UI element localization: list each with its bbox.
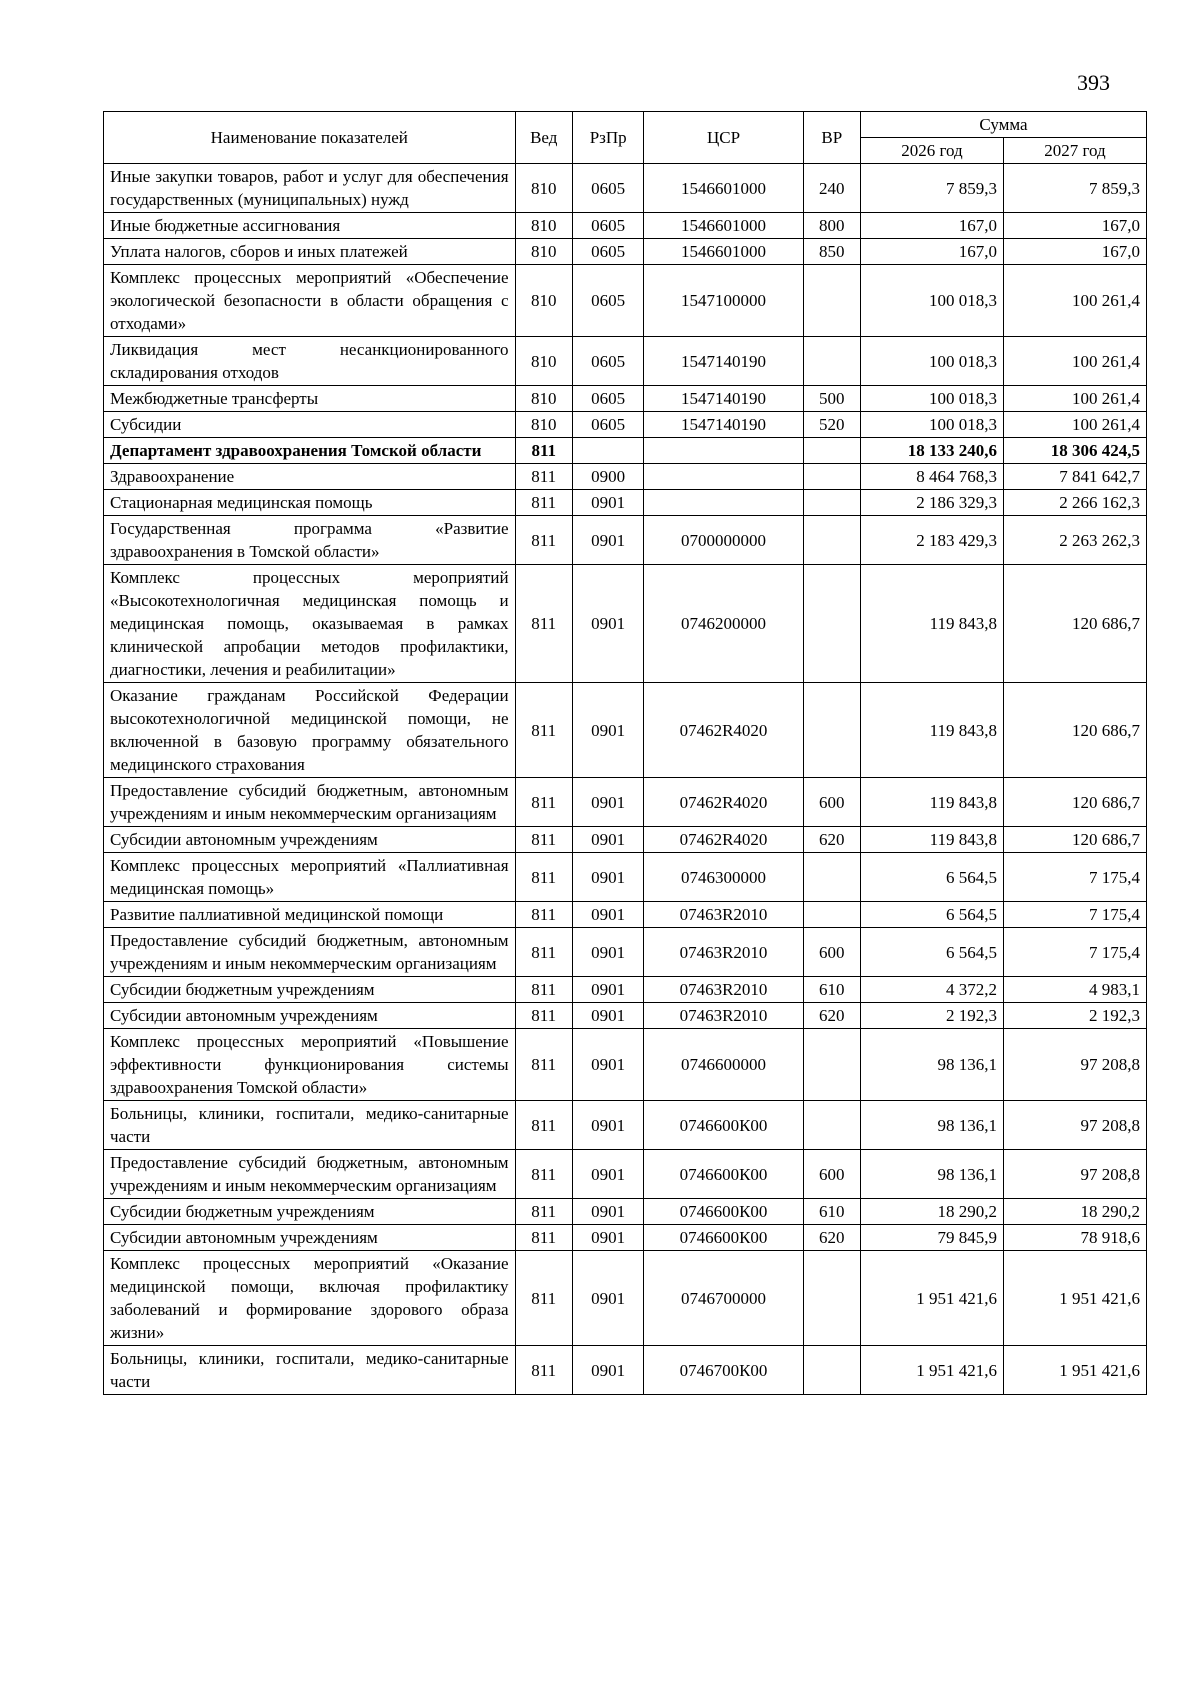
cell-name: Государственная программа «Развитие здравоохранения в Томской области» [104,516,516,565]
cell-rzpr: 0901 [572,516,643,565]
cell-ved: 811 [515,827,572,853]
cell-name: Ликвидация мест несанкционированного складирования отходов [104,337,516,386]
cell-rzpr: 0901 [572,1029,643,1101]
table-row [104,853,1147,902]
header-ved: Вед [515,112,572,164]
header-sum: Сумма [861,112,1147,138]
cell-csr: 07463R2010 [644,977,803,1003]
cell-vr: 610 [803,977,860,1003]
cell-vr: 520 [803,412,860,438]
cell-rzpr: 0605 [572,239,643,265]
cell-amount-2026: 98 136,1 [861,1150,1004,1199]
cell-amount-2027: 100 261,4 [1003,386,1146,412]
cell-name: Иные закупки товаров, работ и услуг для обеспечения государственных (муниципальных) нужд [104,164,516,213]
cell-ved: 811 [515,1150,572,1199]
cell-amount-2026: 167,0 [861,213,1004,239]
cell-name: Комплекс процессных мероприятий «Оказание медицинской помощи, включая профилактику заболеваний и формирование здорового образа жизни» [104,1251,516,1346]
cell-name: Оказание гражданам Российской Федерации высокотехнологичной медицинской помощи, не включенной в базовую программу обязательного медицинского страхования [104,683,516,778]
cell-rzpr: 0901 [572,1199,643,1225]
cell-amount-2026: 100 018,3 [861,412,1004,438]
cell-vr [803,853,860,902]
cell-ved: 811 [515,1029,572,1101]
cell-ved: 811 [515,1251,572,1346]
cell-amount-2027: 167,0 [1003,239,1146,265]
cell-csr: 07463R2010 [644,928,803,977]
page-number: 393 [1077,70,1110,95]
cell-csr: 07462R4020 [644,827,803,853]
cell-csr: 1547140190 [644,386,803,412]
cell-csr: 07462R4020 [644,778,803,827]
cell-amount-2026: 167,0 [861,239,1004,265]
cell-csr: 07462R4020 [644,683,803,778]
cell-ved: 811 [515,1346,572,1395]
header-name: Наименование показателей [104,112,516,164]
cell-amount-2027: 7 859,3 [1003,164,1146,213]
cell-name: Комплекс процессных мероприятий «Высокотехнологичная медицинская помощь и медицинская помощь, оказываемая в рамках клинической апробации методов профилактики, диагностики, лечения и реабилитации» [104,565,516,683]
cell-name: Предоставление субсидий бюджетным, автономным учреждениям и иным некоммерческим организациям [104,928,516,977]
table-row [104,490,1147,516]
cell-amount-2027: 1 951 421,6 [1003,1251,1146,1346]
cell-rzpr: 0901 [572,1150,643,1199]
cell-csr: 1547140190 [644,412,803,438]
cell-ved: 811 [515,853,572,902]
cell-vr [803,1251,860,1346]
cell-vr: 500 [803,386,860,412]
cell-name: Субсидии автономным учреждениям [104,1003,516,1029]
cell-amount-2026: 2 186 329,3 [861,490,1004,516]
cell-rzpr: 0901 [572,902,643,928]
cell-ved: 811 [515,902,572,928]
cell-ved: 811 [515,683,572,778]
table-row [104,1150,1147,1199]
table-row [104,1225,1147,1251]
cell-ved: 810 [515,239,572,265]
cell-vr: 620 [803,1225,860,1251]
cell-ved: 811 [515,516,572,565]
table-row [104,1346,1147,1395]
cell-amount-2026: 119 843,8 [861,565,1004,683]
cell-csr: 07463R2010 [644,1003,803,1029]
cell-csr [644,438,803,464]
table-row [104,386,1147,412]
cell-rzpr: 0901 [572,1003,643,1029]
cell-csr [644,464,803,490]
cell-csr: 1546601000 [644,239,803,265]
cell-name: Субсидии автономным учреждениям [104,827,516,853]
cell-rzpr: 0605 [572,213,643,239]
cell-amount-2026: 7 859,3 [861,164,1004,213]
table-row [104,1251,1147,1346]
cell-name: Больницы, клиники, госпитали, медико-санитарные части [104,1346,516,1395]
cell-amount-2027: 7 841 642,7 [1003,464,1146,490]
cell-ved: 811 [515,1199,572,1225]
cell-rzpr: 0900 [572,464,643,490]
cell-vr [803,438,860,464]
cell-amount-2027: 97 208,8 [1003,1029,1146,1101]
cell-amount-2026: 119 843,8 [861,827,1004,853]
table-header [104,112,1147,164]
cell-amount-2026: 100 018,3 [861,337,1004,386]
cell-amount-2026: 8 464 768,3 [861,464,1004,490]
cell-name: Стационарная медицинская помощь [104,490,516,516]
cell-vr [803,565,860,683]
table-row [104,412,1147,438]
table-row [104,1101,1147,1150]
cell-amount-2027: 120 686,7 [1003,565,1146,683]
cell-amount-2027: 7 175,4 [1003,853,1146,902]
table-row [104,928,1147,977]
cell-amount-2027: 1 951 421,6 [1003,1346,1146,1395]
cell-vr: 600 [803,778,860,827]
cell-amount-2027: 120 686,7 [1003,778,1146,827]
cell-amount-2026: 100 018,3 [861,265,1004,337]
cell-vr [803,490,860,516]
cell-rzpr: 0605 [572,386,643,412]
cell-rzpr: 0901 [572,1225,643,1251]
cell-amount-2027: 97 208,8 [1003,1101,1146,1150]
cell-ved: 811 [515,1225,572,1251]
cell-vr [803,337,860,386]
table-row [104,464,1147,490]
cell-ved: 811 [515,1101,572,1150]
cell-amount-2027: 97 208,8 [1003,1150,1146,1199]
cell-csr: 0746700000 [644,1251,803,1346]
cell-rzpr: 0901 [572,1251,643,1346]
cell-amount-2026: 6 564,5 [861,902,1004,928]
cell-rzpr: 0901 [572,1346,643,1395]
cell-amount-2026: 6 564,5 [861,928,1004,977]
cell-ved: 811 [515,1003,572,1029]
header-rzpr: РзПр [572,112,643,164]
table-body [104,164,1147,1395]
cell-name: Больницы, клиники, госпитали, медико-санитарные части [104,1101,516,1150]
cell-name: Здравоохранение [104,464,516,490]
cell-vr: 620 [803,827,860,853]
cell-ved: 811 [515,490,572,516]
cell-csr: 0746600К00 [644,1101,803,1150]
table-row [104,265,1147,337]
cell-amount-2027: 18 290,2 [1003,1199,1146,1225]
cell-amount-2027: 4 983,1 [1003,977,1146,1003]
cell-amount-2027: 2 192,3 [1003,1003,1146,1029]
cell-vr [803,683,860,778]
table-row [104,683,1147,778]
cell-vr [803,1101,860,1150]
cell-vr [803,464,860,490]
cell-csr: 1547140190 [644,337,803,386]
cell-rzpr [572,438,643,464]
cell-rzpr: 0901 [572,853,643,902]
table-row [104,1003,1147,1029]
cell-rzpr: 0605 [572,412,643,438]
cell-ved: 810 [515,337,572,386]
cell-rzpr: 0901 [572,928,643,977]
cell-vr: 600 [803,928,860,977]
cell-ved: 810 [515,265,572,337]
cell-amount-2027: 120 686,7 [1003,683,1146,778]
cell-ved: 811 [515,464,572,490]
header-year-2026: 2026 год [861,138,1004,164]
cell-name: Субсидии бюджетным учреждениям [104,977,516,1003]
cell-csr: 1546601000 [644,213,803,239]
cell-csr: 0746700К00 [644,1346,803,1395]
cell-amount-2026: 1 951 421,6 [861,1346,1004,1395]
cell-name: Предоставление субсидий бюджетным, автономным учреждениям и иным некоммерческим организациям [104,1150,516,1199]
table-row [104,565,1147,683]
cell-amount-2027: 2 266 162,3 [1003,490,1146,516]
cell-csr: 0746600К00 [644,1150,803,1199]
cell-ved: 811 [515,778,572,827]
cell-amount-2027: 100 261,4 [1003,337,1146,386]
cell-amount-2026: 119 843,8 [861,683,1004,778]
cell-vr [803,1029,860,1101]
cell-amount-2026: 2 192,3 [861,1003,1004,1029]
table-row [104,516,1147,565]
cell-rzpr: 0901 [572,683,643,778]
cell-rzpr: 0901 [572,490,643,516]
cell-amount-2026: 6 564,5 [861,853,1004,902]
cell-amount-2026: 1 951 421,6 [861,1251,1004,1346]
cell-amount-2026: 119 843,8 [861,778,1004,827]
cell-amount-2027: 7 175,4 [1003,928,1146,977]
cell-amount-2026: 4 372,2 [861,977,1004,1003]
cell-amount-2027: 100 261,4 [1003,412,1146,438]
cell-name: Департамент здравоохранения Томской области [104,438,516,464]
cell-ved: 811 [515,977,572,1003]
table-row [104,337,1147,386]
cell-name: Уплата налогов, сборов и иных платежей [104,239,516,265]
table-row [104,1199,1147,1225]
cell-csr: 0700000000 [644,516,803,565]
cell-ved: 811 [515,565,572,683]
cell-rzpr: 0901 [572,565,643,683]
cell-ved: 810 [515,164,572,213]
cell-rzpr: 0901 [572,778,643,827]
cell-rzpr: 0605 [572,337,643,386]
cell-csr: 0746200000 [644,565,803,683]
cell-amount-2026: 2 183 429,3 [861,516,1004,565]
cell-name: Комплекс процессных мероприятий «Обеспечение экологической безопасности в области обращения с отходами» [104,265,516,337]
cell-rzpr: 0901 [572,827,643,853]
cell-csr [644,490,803,516]
cell-vr: 610 [803,1199,860,1225]
cell-csr: 0746600К00 [644,1225,803,1251]
table-row [104,438,1147,464]
cell-name: Межбюджетные трансферты [104,386,516,412]
cell-vr: 850 [803,239,860,265]
cell-vr: 620 [803,1003,860,1029]
cell-vr: 800 [803,213,860,239]
cell-name: Субсидии [104,412,516,438]
cell-ved: 810 [515,412,572,438]
table-row [104,213,1147,239]
cell-name: Комплекс процессных мероприятий «Паллиативная медицинская помощь» [104,853,516,902]
cell-rzpr: 0605 [572,265,643,337]
table-row [104,164,1147,213]
cell-vr: 600 [803,1150,860,1199]
cell-csr: 1547100000 [644,265,803,337]
cell-ved: 811 [515,438,572,464]
cell-amount-2026: 79 845,9 [861,1225,1004,1251]
cell-amount-2026: 18 133 240,6 [861,438,1004,464]
cell-rzpr: 0901 [572,1101,643,1150]
cell-name: Иные бюджетные ассигнования [104,213,516,239]
cell-amount-2027: 7 175,4 [1003,902,1146,928]
cell-amount-2027: 120 686,7 [1003,827,1146,853]
cell-name: Субсидии бюджетным учреждениям [104,1199,516,1225]
cell-name: Предоставление субсидий бюджетным, автономным учреждениям и иным некоммерческим организациям [104,778,516,827]
cell-ved: 810 [515,386,572,412]
cell-vr [803,265,860,337]
table-row [104,977,1147,1003]
cell-csr: 0746600000 [644,1029,803,1101]
header-year-2027: 2027 год [1003,138,1146,164]
table-row [104,1029,1147,1101]
cell-rzpr: 0901 [572,977,643,1003]
cell-ved: 811 [515,928,572,977]
table-row [104,902,1147,928]
cell-vr [803,902,860,928]
table-row [104,827,1147,853]
budget-table [103,111,1147,1395]
cell-amount-2027: 18 306 424,5 [1003,438,1146,464]
cell-amount-2027: 100 261,4 [1003,265,1146,337]
cell-amount-2026: 18 290,2 [861,1199,1004,1225]
cell-amount-2026: 100 018,3 [861,386,1004,412]
cell-csr: 0746300000 [644,853,803,902]
cell-name: Развитие паллиативной медицинской помощи [104,902,516,928]
cell-name: Комплекс процессных мероприятий «Повышение эффективности функционирования системы здравоохранения Томской области» [104,1029,516,1101]
cell-vr [803,516,860,565]
cell-csr: 1546601000 [644,164,803,213]
cell-csr: 07463R2010 [644,902,803,928]
table-row [104,239,1147,265]
cell-vr: 240 [803,164,860,213]
table-row [104,778,1147,827]
cell-vr [803,1346,860,1395]
cell-amount-2027: 167,0 [1003,213,1146,239]
cell-csr: 0746600К00 [644,1199,803,1225]
cell-amount-2026: 98 136,1 [861,1029,1004,1101]
header-csr: ЦСР [644,112,803,164]
cell-ved: 810 [515,213,572,239]
cell-rzpr: 0605 [572,164,643,213]
header-vr: ВР [803,112,860,164]
cell-amount-2027: 2 263 262,3 [1003,516,1146,565]
cell-amount-2026: 98 136,1 [861,1101,1004,1150]
cell-name: Субсидии автономным учреждениям [104,1225,516,1251]
cell-amount-2027: 78 918,6 [1003,1225,1146,1251]
